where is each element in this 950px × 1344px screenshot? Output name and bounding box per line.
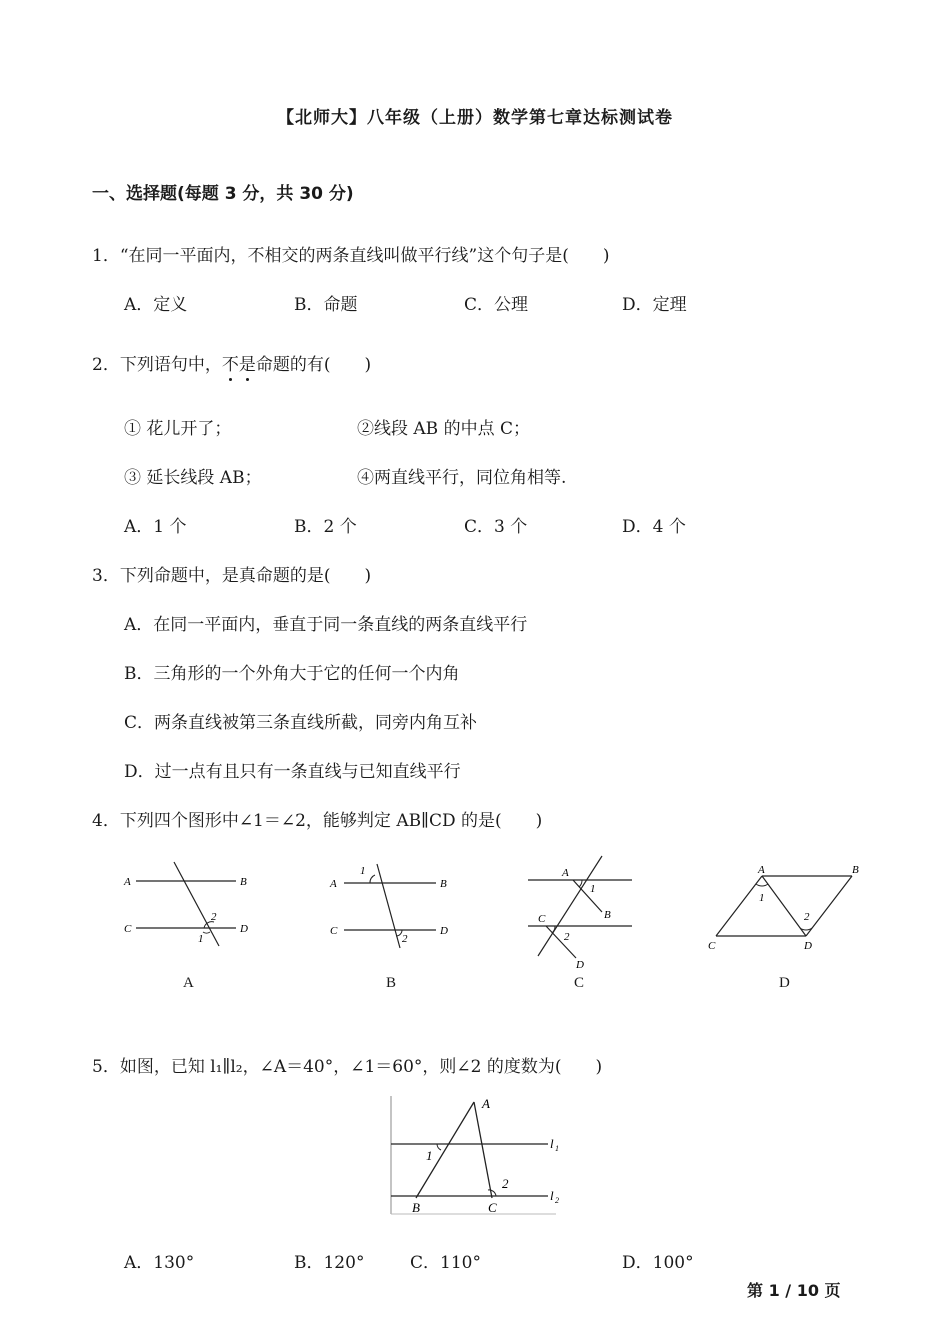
svg-text:1: 1 [590, 883, 596, 895]
q2-emphasis-2: 是 [238, 355, 256, 375]
svg-text:D: D [440, 925, 448, 937]
q2-item-1: ① 花儿开了； [124, 419, 232, 439]
svg-text:C: C [708, 940, 716, 952]
svg-text:2: 2 [402, 933, 408, 945]
q2-stem-prefix: 2．下列语句中， [92, 355, 222, 375]
q2-option-b: B．2 个 [294, 517, 357, 537]
svg-text:D: D [804, 940, 812, 952]
question-2-stem [92, 350, 371, 375]
q4-figure-c-caption: C [574, 975, 585, 991]
q5-option-c: C．110° [410, 1253, 481, 1273]
svg-text:C: C [330, 925, 338, 937]
q3-option-a: A．在同一平面内，垂直于同一条直线的两条直线平行 [124, 615, 528, 635]
q4-figure-a [118, 858, 258, 950]
page-title: 【北师大】八年级（上册）数学第七章达标测试卷 [277, 108, 673, 128]
question-1-stem: 1．“在同一平面内，不相交的两条直线叫做平行线”这个句子是( ) [92, 246, 610, 266]
q2-option-c: C．3 个 [464, 517, 528, 537]
svg-text:C: C [538, 913, 546, 925]
q3-option-c: C．两条直线被第三条直线所截，同旁内角互补 [124, 713, 478, 733]
q1-option-a: A．定义 [124, 295, 188, 315]
transversal [174, 862, 219, 946]
question-3-stem: 3．下列命题中，是真命题的是( ) [92, 566, 372, 586]
label-a: A [124, 876, 131, 888]
q5-label-2: 2 [502, 1176, 509, 1191]
svg-text:D: D [576, 959, 584, 970]
label-d: D [240, 923, 248, 935]
q4-figure-c [518, 852, 648, 970]
q5-label-b: B [412, 1200, 420, 1215]
q5-label-a: A [482, 1096, 490, 1111]
svg-text:1: 1 [360, 865, 366, 877]
label-1: 1 [198, 933, 204, 945]
label-b: B [240, 876, 247, 888]
svg-text:B: B [852, 864, 859, 876]
q5-label-l2-sub: 2 [555, 1196, 559, 1205]
svg-text:1: 1 [759, 892, 765, 904]
page-number: 第 1 / 10 页 [747, 1281, 841, 1300]
q5-label-l2: l [550, 1188, 554, 1203]
svg-text:B: B [440, 878, 447, 890]
section-heading: 一、选择题(每题 3 分，共 30 分) [92, 184, 354, 204]
question-5-stem: 5．如图，已知 l₁∥l₂，∠A＝40°，∠1＝60°，则∠2 的度数为( ) [92, 1057, 603, 1077]
q5-label-l1-sub: 1 [555, 1144, 559, 1153]
q4-figure-d-caption: D [779, 975, 790, 991]
q5-figure [388, 1094, 568, 1218]
q5-option-b: B．120° [294, 1253, 365, 1273]
svg-text:A: A [758, 864, 765, 876]
label-2: 2 [211, 911, 217, 923]
q2-item-2: ②线段 AB 的中点 C； [357, 419, 530, 439]
svg-text:A: A [330, 878, 337, 890]
label-c: C [124, 923, 132, 935]
q4-figure-a-caption: A [183, 975, 194, 991]
svg-text:2: 2 [804, 911, 810, 923]
q1-option-d: D．定理 [622, 295, 687, 315]
svg-text:2: 2 [564, 931, 570, 943]
q5-label-1: 1 [426, 1148, 433, 1163]
svg-text:A: A [562, 867, 569, 879]
q2-stem-suffix: 命题的有( ) [255, 355, 372, 375]
q3-option-d: D．过一点有且只有一条直线与已知直线平行 [124, 762, 461, 782]
q3-option-b: B．三角形的一个外角大于它的任何一个内角 [124, 664, 460, 684]
q2-item-3: ③ 延长线段 AB； [124, 468, 262, 488]
q4-figure-b [322, 858, 462, 950]
q2-option-d: D．4 个 [622, 517, 686, 537]
q5-option-a: A．130° [124, 1253, 195, 1273]
q1-option-c: C．公理 [464, 295, 529, 315]
q4-figure-d [700, 856, 870, 956]
q5-label-c: C [488, 1200, 497, 1215]
q2-emphasis-1: 不 [221, 355, 239, 375]
q2-option-a: A．1 个 [124, 517, 187, 537]
q4-figure-b-caption: B [386, 975, 397, 991]
q2-item-4: ④两直线平行，同位角相等. [357, 468, 567, 488]
q5-option-d: D．100° [622, 1253, 694, 1273]
q1-option-b: B．命题 [294, 295, 358, 315]
question-4-stem: 4．下列四个图形中∠1＝∠2，能够判定 AB∥CD 的是( ) [92, 811, 543, 831]
q5-label-l1: l [550, 1136, 554, 1151]
svg-text:B: B [604, 909, 611, 921]
